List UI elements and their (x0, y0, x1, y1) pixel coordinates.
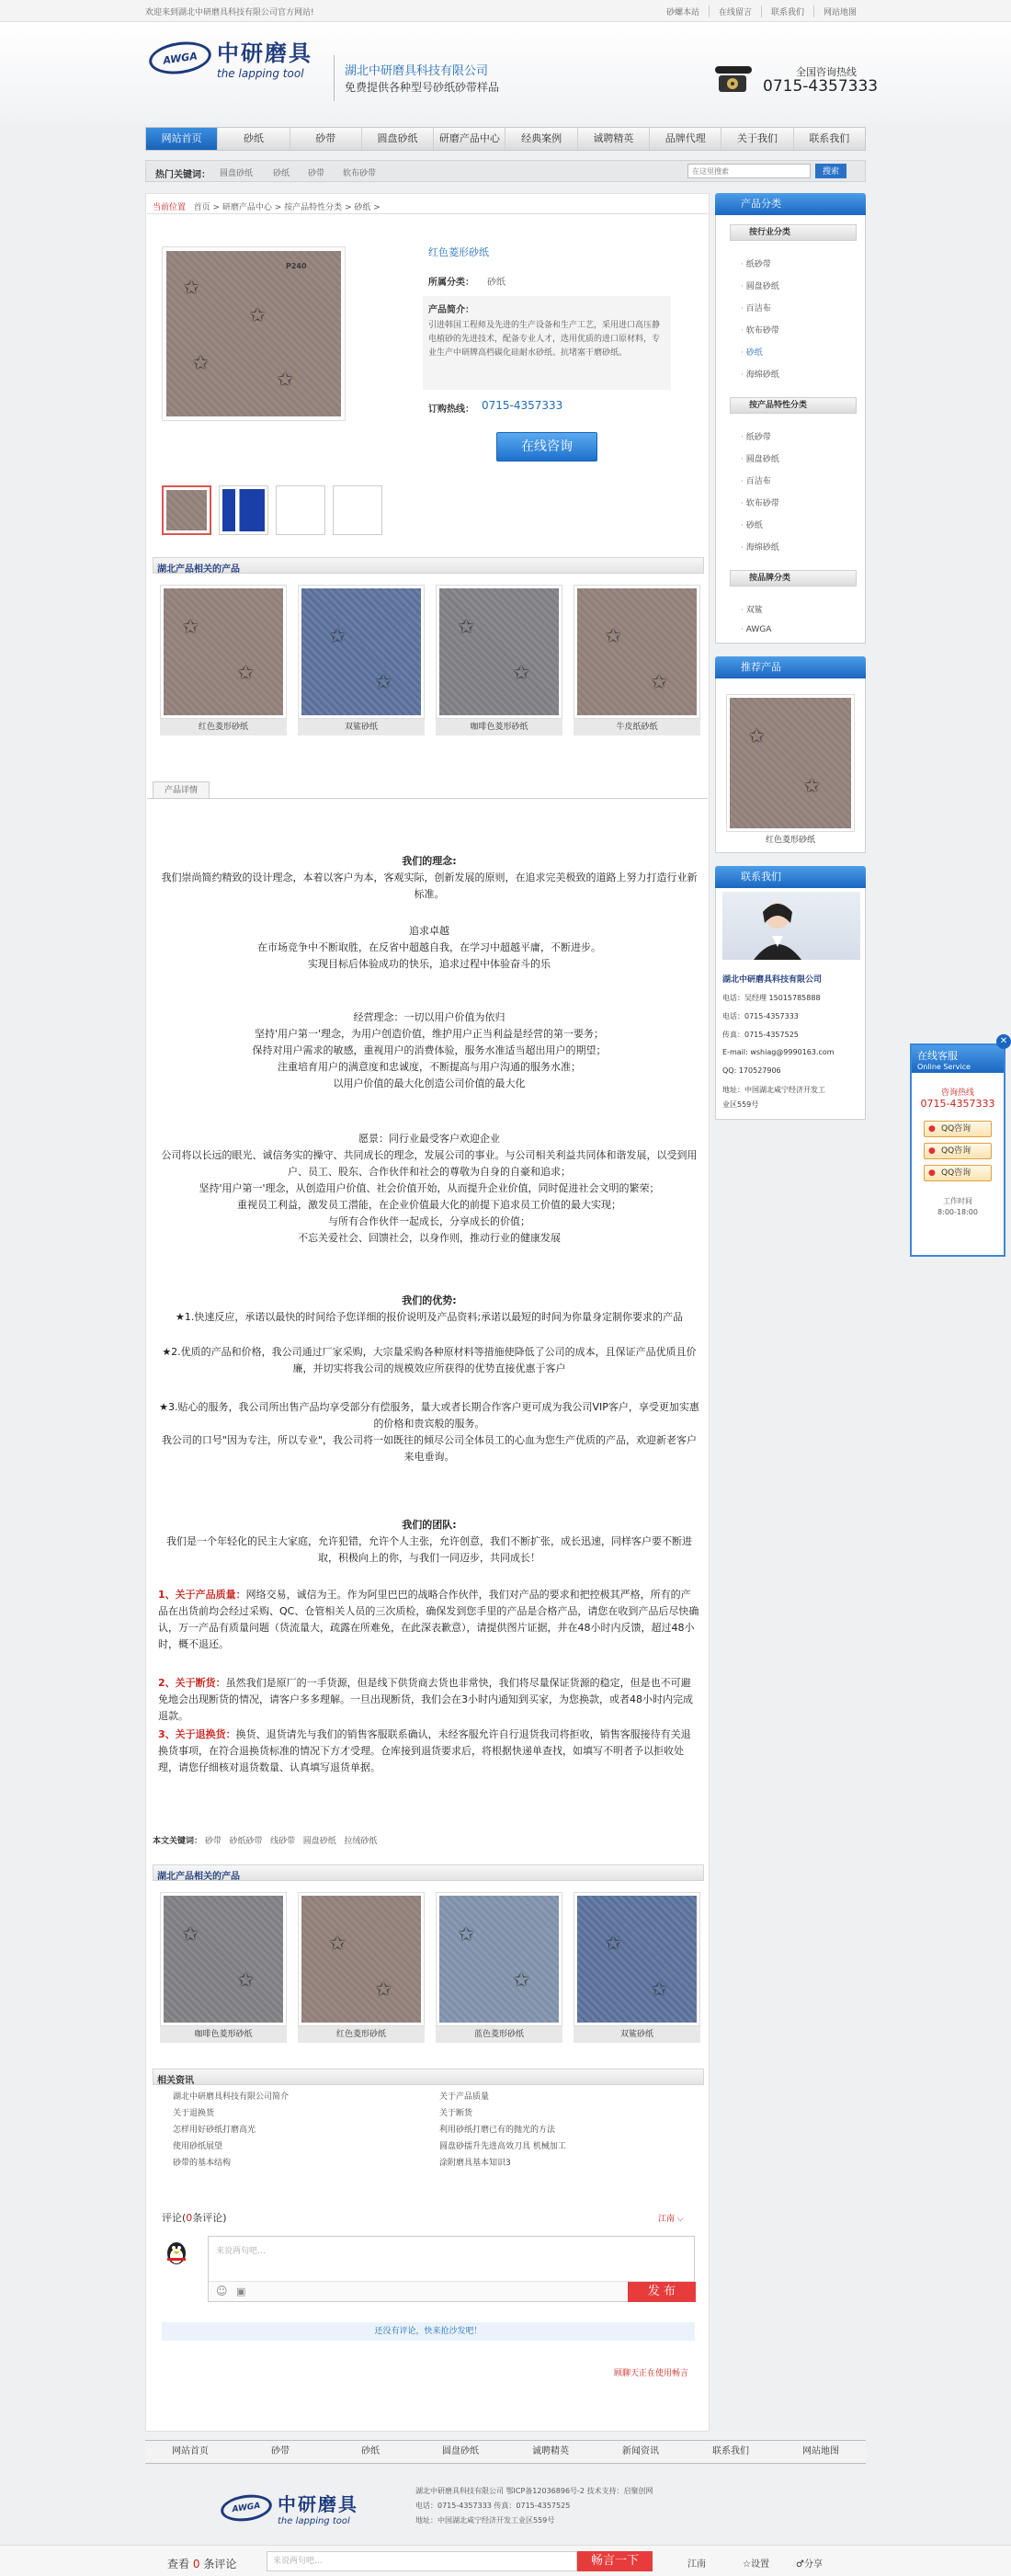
comment-post-button[interactable]: 发 布 (628, 2282, 696, 2302)
news-link[interactable]: 利用砂纸打磨已有的抛光的方法 (439, 2126, 556, 2135)
news-link[interactable]: 砂带的基本结构 (173, 2159, 232, 2168)
widget-subtitle: Online Service (917, 1063, 971, 1071)
article-heading: 我们的团队: (402, 1519, 457, 1531)
comment-title-post: 条评论) (192, 2212, 227, 2224)
news-heading-bar (153, 2069, 704, 2085)
nav-contact[interactable]: 联系我们 (809, 132, 850, 144)
settings-button[interactable]: ☆设置 (743, 2559, 769, 2570)
article-paragraph: 注重培育用户的满意度和忠诚度，不断提高与用户沟通的服务水准； (278, 1061, 581, 1073)
comment-powered-by[interactable]: 顾聊天正在使用畅言 (614, 2369, 689, 2378)
news-list-left (173, 2089, 289, 2171)
category-value[interactable]: 砂纸 (487, 278, 506, 288)
contact-email[interactable]: E-mail: wshiag@9990163.com (722, 1048, 835, 1056)
comment-textarea[interactable] (208, 2236, 695, 2302)
online-service-widget (910, 1036, 1008, 1257)
footer-nav (145, 2440, 866, 2464)
sidebar-item[interactable]: · 纸砂带 (741, 430, 771, 442)
footer-link[interactable]: 网站首页 (172, 2446, 209, 2456)
sidebar-group-title[interactable]: 按产品特性分类 (730, 397, 857, 414)
order-label: 订购热线： (428, 405, 474, 415)
divider (147, 798, 708, 799)
article-paragraph: 与所有合作伙伴一起成长，分享成长的价值； (328, 1215, 530, 1227)
news-link[interactable]: 涂附磨具基本知识3 (439, 2159, 511, 2168)
sidebar-group-title[interactable]: 按行业分类 (730, 224, 857, 241)
related-products-bottom (160, 1892, 711, 2043)
footer-logo[interactable] (221, 2490, 358, 2526)
article-paragraph: 我公司的口号"因为专注，所以专业"，我公司将一如既往的倾尽公司全体员工的心血为您生产优质的产品，欢迎新老客户来电垂询。 (161, 1434, 698, 1463)
search-button[interactable]: 搜索 (815, 164, 846, 178)
sidebar-item[interactable]: · 双鲨 (741, 603, 763, 615)
header-divider (334, 55, 335, 101)
article-paragraph: 愿景：同行业最受客户欢迎企业 (358, 1133, 500, 1145)
product-caption: 蓝色菱形砂纸 (436, 2026, 562, 2043)
logo-en: the lapping tool (217, 67, 304, 80)
article-paragraph: ★2.优质的产品和价格，我公司通过厂家采购，大宗量采购各种原材料等措施使降低了公司的成本，且保证产品优质且价廉，并切实将我公司的规模效应所获得的优势直接优惠于客户 (162, 1346, 697, 1374)
service-agent-icon (722, 892, 860, 960)
related-heading-bar (153, 1864, 704, 1881)
logo-badge: AWGA (147, 38, 213, 77)
product-card[interactable]: ✩ ✩ 咖啡色菱形砂纸 (160, 1892, 287, 2043)
article-heading: 追求卓越 (409, 925, 449, 937)
comment-empty-notice: 还没有评论，快来抢沙发吧！ (162, 2322, 695, 2341)
tab-product-detail[interactable]: 产品详情 (153, 781, 210, 798)
star-icon: ✩ (249, 304, 267, 327)
keyword-link[interactable]: 砂纸砂带 (229, 1837, 263, 1846)
news-heading: 相关资讯 (157, 2076, 194, 2086)
article-subheading: 3、关于退换货： (158, 1728, 236, 1740)
footer-link[interactable]: 砂带 (271, 2446, 290, 2456)
order-number: 0715-4357333 (482, 399, 563, 412)
sidebar-category-heading: 产品分类 (715, 193, 866, 215)
nav-disc[interactable]: 圆盘砂纸 (362, 128, 434, 150)
top-link[interactable]: 联系我们 (761, 6, 813, 17)
article-paragraph: 实现目标后体验成功的快乐，追求过程中体验奋斗的乐 (308, 958, 551, 970)
contact-address: 地址：中国湖北咸宁经济开发工 (722, 1086, 825, 1094)
breadcrumb-here: 当前位置 (153, 203, 187, 212)
nav-home[interactable]: 网站首页 (146, 128, 218, 150)
article-block (158, 1587, 700, 1653)
bottombar-submit-button[interactable]: 畅言一下 (577, 2551, 653, 2571)
product-intro (423, 296, 671, 390)
top-link[interactable]: 砂螺本站 (665, 8, 699, 17)
emoji-icon[interactable]: ☺ (216, 2285, 228, 2297)
intro-text: 引进韩国工程师及先进的生产设备和生产工艺，采用进口高压静电植砂的先进技术，配备专业人才，选用优质的进口原材料，专业生产中研牌高档碳化硅耐水砂纸、抗堵塞干磨砂纸。 (428, 321, 661, 358)
hot-label: 热门关键词： (155, 170, 210, 180)
article-block (158, 1399, 700, 1465)
product-caption: 咖啡色菱形砂纸 (160, 2026, 287, 2043)
product-card[interactable]: ✩ ✩ 双鲨砂纸 (574, 1892, 700, 2043)
work-time-label: 工作时间 (943, 1197, 972, 1205)
thumbnail[interactable] (162, 485, 211, 535)
logo-badge: AWGA (219, 2491, 273, 2525)
sidebar-item[interactable]: · 软布砂带 (741, 496, 779, 508)
product-caption: 双鲨砂纸 (298, 719, 425, 735)
article-heading: 我们的理念: (402, 855, 457, 867)
article-paragraph: 坚持'用户第一'理念，为用户创造价值，维护用户正当利益是经营的第一要务； (254, 1028, 605, 1040)
bottombar-view-pre: 查看 (167, 2558, 190, 2570)
comment-user[interactable]: 江南 ⌵ (658, 2215, 684, 2224)
related-heading: 湖北产品相关的产品 (157, 564, 240, 575)
article-subheading: 1、关于产品质量： (158, 1589, 246, 1601)
footer-link[interactable]: 诚聘精英 (532, 2446, 569, 2456)
article-paragraph: 以用户价值的最大化创造公司价值的最大化 (333, 1077, 526, 1089)
top-links (657, 6, 866, 17)
keyword-link[interactable]: 圆盘砂纸 (302, 1837, 336, 1846)
product-title: 红色菱形砂纸 (428, 246, 489, 258)
news-link[interactable]: 关于断货 (439, 2109, 473, 2118)
comment-count: 0 (186, 2212, 193, 2224)
footer-link[interactable]: 新闻资讯 (622, 2446, 659, 2456)
close-icon[interactable]: ✕ (996, 1034, 1011, 1049)
sidebar-item[interactable]: · 圆盘砂纸 (741, 452, 779, 464)
contact-tel: 电话：0715-4357333 (722, 1012, 799, 1020)
recommend-caption[interactable]: 红色菱形砂纸 (765, 836, 815, 845)
article-keywords (153, 1834, 377, 1846)
search-input[interactable] (687, 164, 811, 178)
related-heading-bar (153, 557, 704, 574)
product-card[interactable]: ✩ ✩ 双鲨砂纸 (298, 585, 425, 735)
sidebar-item-current[interactable]: · 砂纸 (741, 346, 763, 358)
comment-title-pre: 评论( (162, 2212, 187, 2224)
penguin-avatar-icon (164, 2240, 189, 2265)
news-link[interactable]: 关于产品质量 (439, 2092, 490, 2102)
online-consult-button[interactable]: 在线咨询 (496, 432, 597, 462)
company-name: 湖北中研磨具科技有限公司 (345, 64, 489, 78)
news-list-right (439, 2089, 566, 2171)
header-slogan: 免费提供各种型号砂纸砂带样品 (345, 81, 500, 94)
qq-consult-button[interactable]: ● QQ咨询 (924, 1121, 992, 1137)
divider (147, 213, 708, 214)
bottombar-view-post: 条评论 (203, 2558, 237, 2570)
hotline-label: 全国咨询热线 (796, 66, 857, 78)
share-button[interactable]: ♂分享 (796, 2559, 823, 2570)
main-nav (145, 127, 866, 151)
product-caption: 红色菱形砂纸 (298, 2026, 425, 2043)
news-link[interactable]: 湖北中研磨具科技有限公司简介 (173, 2092, 290, 2102)
sidebar-item[interactable]: · AWGA (741, 625, 771, 634)
product-caption: 牛皮纸砂纸 (574, 719, 700, 735)
article-paragraph: 经营理念：一切以用户价值为依归 (353, 1011, 506, 1023)
widget-hotline: 0715-4357333 (920, 1098, 995, 1110)
contact-address-2: 业区559号 (722, 1100, 759, 1109)
sidebar-item[interactable]: · 圆盘砂纸 (741, 279, 779, 291)
bottombar-count[interactable] (167, 2556, 236, 2571)
keywords-label: 本文关键词： (153, 1837, 203, 1846)
product-caption: 咖啡色菱形砂纸 (436, 719, 562, 735)
news-link[interactable]: 圆盘砂擂升先进高效刀具 机械加工 (439, 2142, 566, 2151)
article-block (158, 1344, 700, 1377)
thumbnail[interactable] (219, 485, 268, 535)
article-heading: 我们的优势: (402, 1294, 457, 1306)
sidebar-item[interactable]: · 百洁布 (741, 474, 771, 486)
site-logo[interactable] (149, 35, 312, 80)
nav-agency[interactable]: 品牌代理 (650, 128, 721, 150)
news-link[interactable]: 使用砂纸展望 (173, 2142, 223, 2151)
top-strip (0, 0, 1011, 22)
contact-fax: 传真：0715-4357525 (722, 1031, 799, 1039)
sidebar-contact-heading: 联系我们 (715, 866, 866, 888)
breadcrumb-path[interactable]: 首页 > 研磨产品中心 > 按产品特性分类 > 砂纸 > (193, 203, 381, 212)
article-paragraph: 在市场竞争中不断取胜，在反省中超越自我，在学习中超越平庸，不断进步。 (257, 941, 601, 953)
category-label: 所属分类： (428, 278, 474, 288)
logo-cn: 中研磨具 (217, 40, 312, 66)
product-card[interactable]: ✩ ✩ 牛皮纸砂纸 (574, 585, 700, 735)
nav-belt[interactable]: 砂带 (290, 128, 362, 150)
thumbnail[interactable] (276, 485, 325, 535)
related-products-top (160, 585, 711, 735)
bottombar-input[interactable]: 来说两句吧… (267, 2551, 577, 2571)
recommend-product-image[interactable]: ✩ ✩ (726, 694, 855, 832)
bottombar-user[interactable]: 江南 (687, 2559, 706, 2570)
widget-hotline-label: 咨询热线 (940, 1089, 974, 1098)
breadcrumb (153, 200, 381, 212)
article-block (158, 853, 700, 903)
image-stamp: P240 (286, 262, 307, 270)
contact-qq: QQ: 170527906 (722, 1066, 781, 1075)
article-paragraph: 坚持'用户第一'理念，从创造用户价值、社会价值开始，从而提升企业价值，同时促进社会文明的繁荣； (199, 1182, 660, 1194)
product-caption: 红色菱形砂纸 (160, 719, 287, 735)
top-link[interactable]: 网站地图 (813, 6, 866, 17)
article-paragraph: 我们是一个年轻化的民主大家庭，允许犯错，允许个人主张，允许创意，我们不断扩张，成长迅速，同样客户要不断进取，积极向上的你，与我们一同迈步，共同成长！ (166, 1535, 692, 1564)
product-card[interactable]: ✩ ✩ 红色菱形砂纸 (160, 585, 287, 735)
sidebar-item[interactable]: · 纸砂带 (741, 257, 771, 269)
product-caption: 双鲨砂纸 (574, 2026, 700, 2043)
star-icon: ✩ (183, 277, 200, 300)
article-paragraph: 换货、退货请先与我们的销售客服联系确认，未经客服允许自行退货我司将拒收，销售客服接待有关退换货事项，在符合退换货标准的情况下方才受理。仓库接到退货要求后，将根据快递单查找，如填写不明者予以拒收处理，请您仔细核对退货数量、认真填写退货单据。 (158, 1728, 691, 1773)
footer-copyright: 湖北中研磨具科技有限公司 鄂ICP备12036896号-2 技术支持：启聚创网 (415, 2487, 653, 2495)
news-link[interactable]: 关于退换货 (173, 2109, 215, 2118)
footer-link[interactable]: 联系我们 (712, 2446, 749, 2456)
article-subheading: 2、关于断货： (158, 1677, 226, 1689)
footer-link[interactable]: 圆盘砂纸 (442, 2446, 479, 2456)
sidebar-item[interactable]: · 砂纸 (741, 519, 763, 530)
footer-link[interactable]: 网站地图 (802, 2446, 839, 2456)
contact-company: 湖北中研磨具科技有限公司 (722, 975, 823, 985)
logo-en: the lapping tool (278, 2516, 350, 2526)
sidebar-item[interactable]: · 海绵砂纸 (741, 368, 779, 380)
article-paragraph: 虽然我们是原厂的一手货源，但是线下供货商去货也非常快，我们将尽量保证货源的稳定，但是也不可避免地会出现断货的情况，请客户多多理解。一旦出现断货，我们会在3小时内通知到买家，为您换款，或者48小时内完成退款。 (158, 1677, 693, 1722)
qq-consult-button[interactable]: ● QQ咨询 (924, 1165, 992, 1181)
top-link[interactable]: 在线留言 (709, 6, 761, 17)
hot-keyword[interactable]: 圆盘砂纸 (220, 169, 254, 178)
intro-label: 产品简介： (428, 305, 474, 315)
hotline-number: 0715-4357333 (763, 77, 879, 96)
article-block (158, 923, 700, 973)
product-main-image[interactable] (162, 246, 346, 421)
keyword-link[interactable]: 拉绒砂纸 (344, 1837, 378, 1846)
sidebar-group-title[interactable]: 按品牌分类 (730, 570, 857, 587)
work-time: 8:00-18:00 (937, 1208, 978, 1216)
footer-phone: 电话：0715-4357333 传真：0715-4357525 (415, 2502, 571, 2510)
related-heading: 湖北产品相关的产品 (157, 1872, 240, 1882)
article-paragraph: 公司将以长远的眼光、诚信务实的操守、共同成长的理念，发展公司的事业。与公司相关利益共同体和谐发展，以受到用户、员工、股东、合作伙伴和社会的尊敬为自身的自豪和追求； (161, 1149, 698, 1178)
article-block (158, 1517, 700, 1567)
product-thumbnails (162, 485, 390, 535)
nav-jobs[interactable]: 诚聘精英 (578, 128, 650, 150)
news-link[interactable]: 怎样用好砂纸打磨高光 (173, 2126, 256, 2135)
article-block (158, 1009, 700, 1092)
article-paragraph: 不忘关爱社会、回馈社会，以身作则，推动行业的健康发展 (298, 1232, 561, 1244)
qq-consult-button[interactable]: ● QQ咨询 (924, 1143, 992, 1159)
hot-keyword[interactable]: 软布砂带 (343, 169, 377, 178)
sidebar-item[interactable]: · 海绵砂纸 (741, 541, 779, 553)
customer-service-photo (722, 892, 860, 960)
thumbnail[interactable] (333, 485, 382, 535)
comment-title (162, 2210, 227, 2225)
image-icon[interactable]: ▣ (236, 2285, 246, 2297)
logo-cn: 中研磨具 (278, 2493, 358, 2515)
article-block (158, 1727, 700, 1776)
article-paragraph: 网络交易，诚信为王。作为阿里巴巴的战略合作伙伴，我们对产品的要求和把控极其严格，所有的产品在出货前均会经过采购、QC、仓管相关人员的三次质检，确保发到您手里的产品是合格产品，请您在收到产品后尽快确认，万一产品有质量问题（货流量大，疏露在所难免，在此深表歉意），请提供图片证据，并在48小时内反馈，超过48小时，概不退还。 (158, 1589, 699, 1650)
hot-keyword[interactable]: 砂纸 (273, 169, 290, 178)
product-card[interactable]: ✩ ✩ 咖啡色菱形砂纸 (436, 585, 562, 735)
comment-placeholder: 来说两句吧… (216, 2247, 267, 2256)
article-paragraph: 保持对用户需求的敏感，重视用户的消费体验，服务水准适当超出用户的期望； (252, 1044, 607, 1056)
article-paragraph: 我们崇尚简约精致的设计理念，本着以客户为本，客观实际，创新发展的原则，在追求完美极致的道路上努力打造行业新标准。 (161, 872, 698, 900)
bottombar-count-num: 0 (192, 2558, 200, 2570)
nav-sandpaper[interactable]: 砂纸 (218, 128, 290, 150)
contact-person: 电话：吴经理 15015785888 (722, 994, 821, 1002)
article-block (158, 1293, 700, 1326)
nav-products[interactable]: 研磨产品中心 (434, 128, 506, 150)
sidebar-item[interactable]: · 软布砂带 (741, 324, 779, 336)
sidebar-recommend-heading: 推荐产品 (715, 656, 866, 678)
nav-cases[interactable]: 经典案例 (506, 128, 577, 150)
nav-about[interactable]: 关于我们 (721, 128, 793, 150)
article-paragraph: 重视员工利益，激发员工潜能，在企业价值最大化的前提下追求员工价值的最大实现； (237, 1199, 621, 1211)
article-block (158, 1131, 700, 1247)
telephone-icon (713, 57, 754, 97)
footer-link[interactable]: 砂纸 (361, 2446, 380, 2456)
star-icon: ✩ (192, 352, 210, 375)
widget-title: 在线客服 (917, 1050, 958, 1062)
product-card[interactable]: ✩ ✩ 蓝色菱形砂纸 (436, 1892, 562, 2043)
article-paragraph: ★3.贴心的服务，我公司所出售产品均享受部分有偿服务，量大或者长期合作客户更可成为我公司VIP客户，享受更加实惠的价格和贵宾般的服务。 (159, 1401, 699, 1430)
product-card[interactable]: ✩ ✩ 红色菱形砂纸 (298, 1892, 425, 2043)
comment-toolbar (209, 2281, 694, 2301)
keyword-link[interactable]: 砂带 (204, 1837, 222, 1846)
article-paragraph: ★1.快速反应，承诺以最快的时间给予您详细的报价说明及产品资料;承诺以最短的时间为你量身定制你要求的产品 (175, 1311, 684, 1323)
footer-address: 地址：中国湖北咸宁经济开发工业区559号 (415, 2516, 555, 2525)
sidebar-item[interactable]: · 百洁布 (741, 302, 771, 313)
keyword-link[interactable]: 线砂带 (270, 1837, 296, 1846)
star-icon: ✩ (277, 369, 294, 392)
hot-keyword[interactable]: 砂带 (308, 169, 325, 178)
comment-bottom-bar (0, 2545, 1011, 2576)
article-block (158, 1675, 700, 1725)
welcome-text: 欢迎来到湖北中研磨具科技有限公司官方网站! (145, 8, 314, 17)
